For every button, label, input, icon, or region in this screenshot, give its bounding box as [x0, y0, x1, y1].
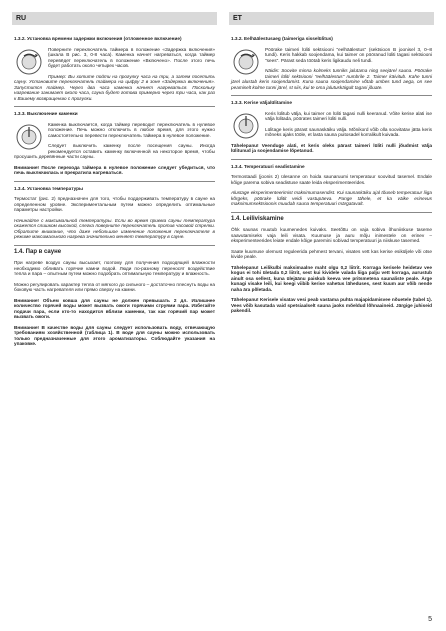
timer-knob-icon	[231, 47, 261, 77]
et-steam-warning-2: Tähelepanu! Kerisele visatav vesi peab vastama puhta majapidamisvee nõuetele (tabel 1). Vees võib kasutada vaid spetsiaalselt sauna jaoks mõeldud lõhnaaineid. Järgige juhiseid pakendil.	[231, 297, 432, 313]
divider	[14, 106, 215, 107]
ru-section-steam	[14, 250, 215, 347]
et-section-off	[231, 100, 432, 154]
ru-off-title: 1.3.3. Выключение каменки	[14, 111, 78, 116]
et-delay-example: Näidis: Soovite minna kolmeks tunniks jalutama ning seejärel sauna. Pöörake taimeri lüliti sektsiooni "eelhäälestus" numbrile 2. Taimer käivitub. Kahe tunni järel alustab keris soojendamist. Kuna sauna soojendamine võtab umbes tund aega, on see peamiselt kolme tunni järel, st siis, kui te oma jalutuskäigult tagasi jõuate.	[231, 68, 432, 90]
et-temp-text: Termostaadi (joonis 2) ülesanne on hoida saunaruumi temperatuur soovitud tasemel. Endale kõige parema sobiva seadistuse saate leida eksperimenteerides.	[231, 174, 432, 185]
language-tab-et	[229, 12, 434, 25]
et-off-warning: Tähelepanu! Veenduge alati, et keris oleks pärast taimeri lüliti nulli jõudmist välja lülitunud ja soojendamise lõpetanud.	[231, 142, 432, 153]
divider	[231, 95, 432, 96]
ru-off-warning: Внимание! После перехода таймера в нулевое положение следует убедиться, что печь выключилась и прекратила нагреваться.	[14, 164, 215, 175]
language-label-ru: RU	[16, 15, 27, 22]
ru-off-text-2: Следует выключить каменку после посещения сауны. Иногда рекомендуется оставить каменку включенной на некоторое время, чтобы просушить деревянные части сауны.	[14, 143, 215, 159]
ru-section-off	[14, 111, 215, 176]
et-section-temp	[231, 164, 432, 207]
et-steam-text-2: Saate kuumuse olemust reguleerida pehmest tervani, visates vett kas kerise esiküljele või otse kivide peale.	[231, 248, 432, 259]
timer-knob-icon	[14, 47, 44, 77]
ru-temp-title: 1.3.4. Установка температуры	[14, 185, 84, 191]
ru-delay-example: Пример: Вы хотите пойти на прогулку часа на три, а затем посетить сауну. Установите переключатель таймера на цифру 2 в зоне «Задержка включения». Запустится таймер. Через два часа каменка начнет нагреваться. Поскольку нагревание занимает около часа, сауна будет готова примерно через три часа, как раз к Вашему возвращению с прогулки.	[14, 73, 215, 101]
et-off-text-2: Lülitage keris pärast saunaskäiku välja. Mõnikord võib olla soovitatav jätta keris mõneks ajaks tööle, et lasta sauna puitosadel korralikult kuivada.	[265, 126, 432, 137]
et-off-title: 1.3.3. Kerise väljalülitamine	[231, 100, 292, 105]
ru-delay-text: Поверните переключатель таймера в положение «Задержка включения» (шкала В рис. 3, 0-8 часа). Каменка начнет нагреваться, когда таймер перевёдет переключатель в положение «Включено». После этого печь будет работать около четырех часов.	[48, 46, 215, 68]
et-steam-warning: Tähelepanu! Leilikulbi maksimaalne maht olgu 0,2 liitrit. Korraga kerisele heidetav vee kogus ei tohi ületada 0,2 liitrit, sest kui kividele valada liiga palju vett korraga, aurustub ainult osa sellest, kuna ülejäänu paiskub keeva vee pritsmetena saunaliste peale. Ärge kunagi visake leili, kui keegi viibib kerise vahetus läheduses, sest kuum aur võib nende naha ära põletada.	[231, 264, 432, 292]
language-tab-ru	[12, 12, 217, 25]
language-label-et: ET	[233, 15, 242, 22]
divider	[14, 181, 215, 182]
ru-steam-text-2: Можно регулировать характер тепла от мягкого до сильного – достаточно плеснуть воды на боковую часть нагревателя или прямо сверху на камни.	[14, 281, 215, 292]
ru-section-temp	[14, 186, 215, 240]
ru-temp-text: Термостат (рис. 2) предназначен для того, чтобы поддерживать температуру в сауне на определенном уровне. Экспериментальным путем можно определить оптимальные параметры настройки.	[14, 196, 215, 212]
ru-column	[14, 36, 215, 352]
divider	[231, 159, 432, 160]
ru-section-delay	[14, 36, 215, 101]
divider	[231, 212, 432, 213]
et-steam-title: 1.4. Leiliviskamine	[231, 215, 284, 222]
et-delay-title: 1.3.2. Eelhäälestusaeg (taimeriga sisselülitus)	[231, 36, 333, 41]
et-off-text: Keris lülitub välja, kui taimer on lüliti tagasi nulli keeranud. Võite kerise alati ise välja lülitada, pöörates taimeri lüliti nulli.	[265, 110, 432, 121]
ru-steam-warning: Внимание! Объем ковша для сауны не должен превышать 2 дл. Излишнее количество горячей воды может вызвать ожоги горячими струями пара. Избегайте подачи пара, если кто-то находится вблизи каменки, так как горячий пар может вызвать ожоги.	[14, 297, 215, 319]
et-temp-title: 1.3.4. Temperatuuri seadistamine	[231, 163, 305, 169]
page-number: 5	[428, 616, 432, 623]
ru-temp-text-2: Начинайте с максимальной температуры. Если во время приема сауны температура окажется слишком высокой, слегка поверните переключатель против часовой стрелки. Обратите внимание, что даже небольшое изменение положения переключателя в режиме максимального нагрева значительно меняет температуру в сауне.	[14, 217, 215, 239]
ru-steam-text: При нагреве воздух сауны высыхает, поэтому для получения подходящей влажности необходимо обливать горячие камни водой. Люди по-разному переносят воздействие тепла и пара – опытным путем можно подобрать оптимальную температуру и влажность.	[14, 260, 215, 276]
divider	[14, 245, 215, 246]
timer-knob-off-icon	[14, 122, 44, 152]
ru-steam-warning-2: Внимание! В качестве воды для сауны следует использовать воду, отвечающую требованиям хозяйственной (таблица 1). В воде для сауны можно использовать только предназначенные для этого ароматизаторы. Соблюдайте указания на упаковке.	[14, 324, 215, 346]
et-section-steam	[231, 217, 432, 314]
ru-delay-title: 1.3.2. Установка времени задержки включения (отложенное включение)	[14, 36, 182, 41]
timer-knob-off-icon	[231, 111, 261, 141]
ru-steam-title: 1.4. Пар в сауне	[14, 248, 62, 255]
et-steam-text: Õhk saunas muutub kuumenedes kuivaks. Seetõttu on vaja sobiva õhuniiskuse taseme saavutamiseks vaja leili visata. Kuumuse ja auru mõju inimestele on erinev – eksperimenteerides leiate endale kõige paremini sobivad temperatuuri ja niiskuse tasemed.	[231, 227, 432, 243]
et-temp-text-2: Alustage eksperimenteerimist maksimumasendist. Kui saunaskäiku ajal tõuseb temperatuur liiga kõrgeks, pöörake lülitit veidi vastupäeva. Pange tähele, et ka väike erinevus maksimumsektsioonis muudab sauna temperatuuri märgatavalt.	[231, 190, 432, 206]
et-delay-text: Pöörake taimeri lüliti sektsiooni "eelhäälestus" (sektsioon B joonisel 3, 0–8 tundi). Keris hakkab soojendama, kui taimer on pööranud lüliti tagasi sektsiooni "sees". Pärast seda töötab keris ligikaudu neli tundi.	[265, 46, 432, 63]
et-column	[231, 36, 432, 319]
et-section-delay	[231, 36, 432, 90]
ru-off-text: Каменка выключается, когда таймер переводит переключатель в нулевое положение. Печь можно отключить в любое время, для этого нужно самостоятельно перевести переключатель таймера в нулевое положение.	[48, 121, 215, 138]
